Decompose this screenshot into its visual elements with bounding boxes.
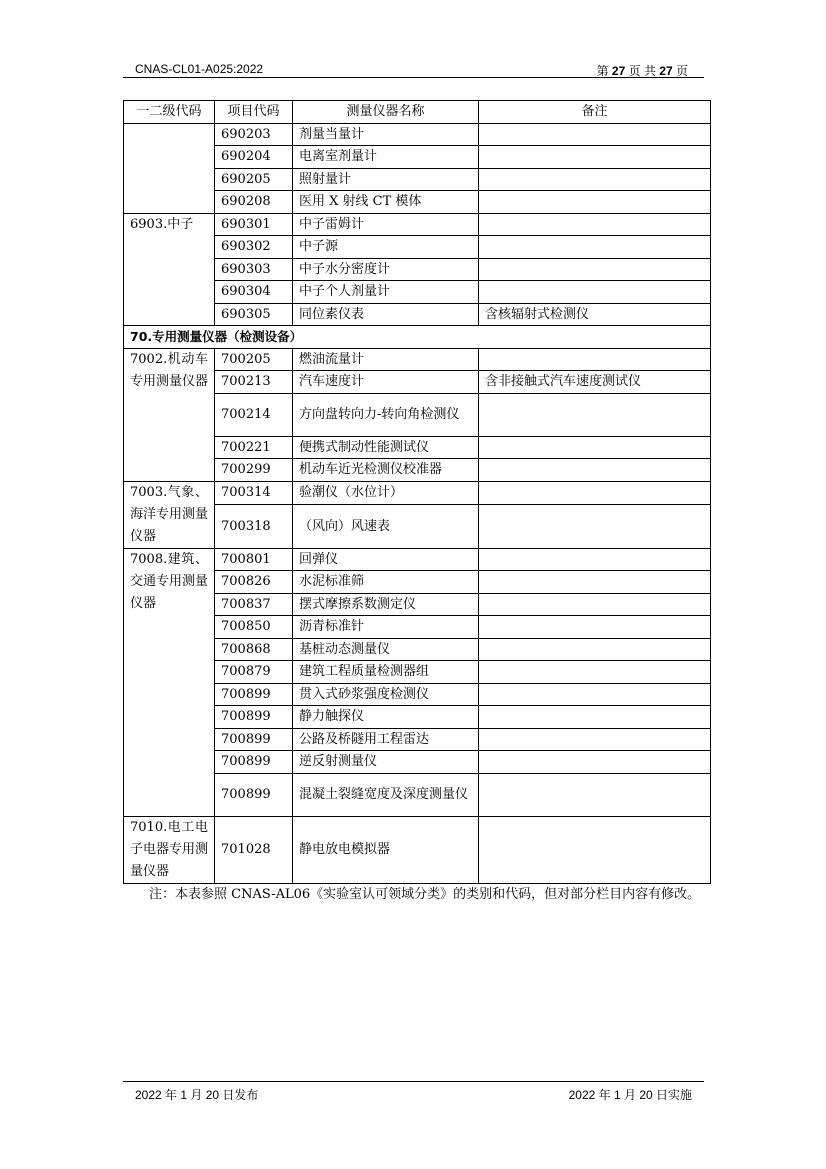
table-row: 700850 沥青标准针: [124, 616, 711, 639]
table-row: 6903.中子 690301 中子雷姆计: [124, 213, 711, 236]
table-row: 700868 基桩动态测量仪: [124, 638, 711, 661]
group-cell-7003: 7003.气象、海洋专用测量仪器: [124, 481, 215, 548]
table-header-row: [124, 101, 711, 124]
page-indicator: 第 27 页 共 27 页: [596, 64, 688, 78]
section-row-70: [124, 326, 711, 349]
document-code: CNAS-CL01-A025:2022: [135, 62, 264, 76]
table-note: 注：本表参照 CNAS-AL06《实验室认可领域分类》的类别和代码，但对部分栏目内容有修改。: [149, 887, 701, 902]
table-row: 700899 公路及桥隧用工程雷达: [124, 728, 711, 751]
table-row: 690304 中子个人剂量计: [124, 281, 711, 304]
table-row: 690303 中子水分密度计: [124, 258, 711, 281]
table-row: 700899 混凝土裂缝宽度及深度测量仪: [124, 773, 711, 816]
table-row: 700899 静力触探仪: [124, 706, 711, 729]
table-row: 690305 同位素仪表 含核辐射式检测仪: [124, 303, 711, 326]
table-row: 690205 照射量计: [124, 168, 711, 191]
header-instrument-name: 测量仪器名称: [293, 101, 479, 124]
group-cell-7010: 7010.电工电子电器专用测量仪器: [124, 816, 215, 883]
table-row: 700899 贯入式砂浆强度检测仪: [124, 683, 711, 706]
header-level-code: 一二级代码: [124, 101, 215, 124]
table-row: 700879 建筑工程质量检测器组: [124, 661, 711, 684]
implement-date: 2022 年 1 月 20 日实施: [568, 1088, 692, 1102]
table-row: 700318 （风向）风速表: [124, 504, 711, 548]
publish-date: 2022 年 1 月 20 日发布: [135, 1088, 259, 1102]
table-row: 700826 水泥标准筛: [124, 571, 711, 594]
group-cell-7008: 7008.建筑、交通专用测量仪器: [124, 548, 215, 816]
header-item-code: 项目代码: [215, 101, 293, 124]
header-remark: 备注: [479, 101, 711, 124]
table-row: 700214 方向盘转向力-转向角检测仪: [124, 393, 711, 436]
page-number: 27: [611, 64, 626, 78]
instrument-table: [123, 100, 711, 884]
group-cell-empty: [124, 123, 215, 213]
table-row: 7008.建筑、交通专用测量仪器 700801 回弹仪: [124, 548, 711, 571]
table-row: 7003.气象、海洋专用测量仪器 700314 验潮仪（水位计）: [124, 481, 711, 504]
page-total: 27: [659, 64, 673, 78]
table-row: 700213 汽车速度计 含非接触式汽车速度测试仪: [124, 371, 711, 394]
section-title: 70.专用测量仪器（检测设备）: [124, 326, 711, 349]
table-row: 7010.电工电子电器专用测量仪器 701028 静电放电模拟器: [124, 816, 711, 883]
group-cell-6903: 6903.中子: [124, 213, 215, 326]
table-row: 700299 机动车近光检测仪校准器: [124, 459, 711, 482]
table-row: 700837 摆式摩擦系数测定仪: [124, 593, 711, 616]
page-header: [123, 60, 704, 78]
group-cell-7002: 7002.机动车专用测量仪器: [124, 348, 215, 481]
table-row: 690203 剂量当量计: [124, 123, 711, 146]
table-row: 690302 中子源: [124, 236, 711, 259]
table-row: 690208 医用 X 射线 CT 模体: [124, 191, 711, 214]
page-footer: [123, 1081, 704, 1102]
table-row: 690204 电离室剂量计: [124, 146, 711, 169]
table-row: 700899 逆反射测量仪: [124, 751, 711, 774]
table-row: 7002.机动车专用测量仪器 700205 燃油流量计: [124, 348, 711, 371]
table-row: 700221 便携式制动性能测试仪: [124, 436, 711, 459]
